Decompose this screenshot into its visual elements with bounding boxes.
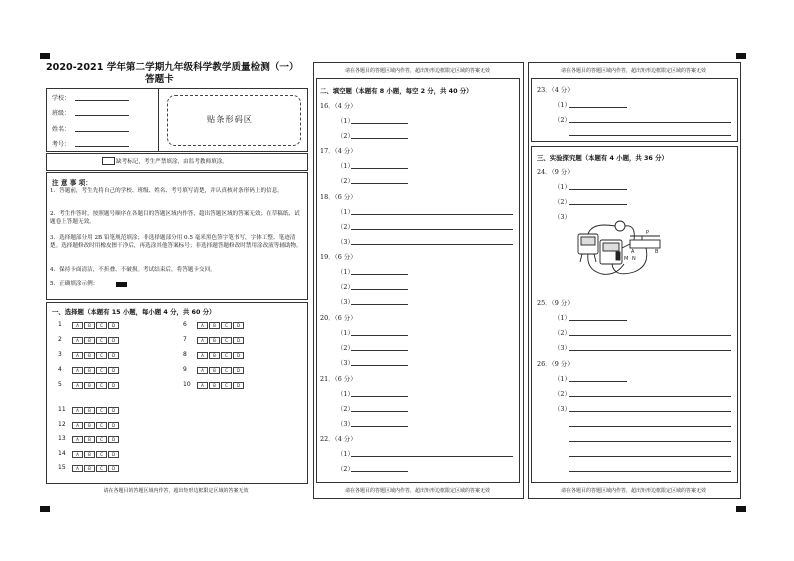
choice-bubble[interactable]: A xyxy=(72,451,83,458)
choice-bubble[interactable]: D xyxy=(108,367,119,374)
q16-blank-2[interactable] xyxy=(351,138,408,139)
choice-number: 2 xyxy=(58,336,62,343)
q20-blank-1-label: （1） xyxy=(337,329,354,337)
q24-blank-2-label: （2） xyxy=(554,198,571,206)
choice-bubble[interactable]: D xyxy=(233,337,244,344)
choice-number: 3 xyxy=(58,351,62,358)
choice-bubble[interactable]: B xyxy=(84,352,95,359)
q16-blank-1[interactable] xyxy=(351,123,408,124)
figure-label-m: M xyxy=(624,256,629,262)
q20-blank-1[interactable] xyxy=(351,335,408,336)
footer-note-left: 请在各题目的答题区域内作答，超出矩形边框限定区域的答案无效 xyxy=(103,488,249,494)
choice-bubble[interactable]: D xyxy=(108,382,119,389)
registration-mark-bottom-left xyxy=(40,506,50,512)
q26-label: 26．（9 分） xyxy=(537,360,574,368)
q22-blank-1-label: （1） xyxy=(337,450,354,458)
fill-example xyxy=(116,282,127,287)
figure-label-b: B xyxy=(655,249,659,255)
school-field[interactable] xyxy=(75,100,129,101)
choice-bubble[interactable]: C xyxy=(96,367,107,374)
choice-bubble[interactable]: B xyxy=(209,382,220,389)
q25-blank-1-label: （1） xyxy=(554,314,571,322)
experiment-heading: 三、实验探究题（本题有 4 小题，共 36 分） xyxy=(537,154,668,162)
q21-blank-1[interactable] xyxy=(351,396,408,397)
choice-bubble[interactable]: C xyxy=(96,451,107,458)
page-subtitle: 答题卡 xyxy=(145,74,174,85)
q22-blank-2-label: （2） xyxy=(337,465,354,473)
q26-blank-1[interactable] xyxy=(569,381,627,382)
q23-blank-1-label: （1） xyxy=(554,101,571,109)
choice-bubble[interactable]: B xyxy=(84,337,95,344)
choice-number: 5 xyxy=(58,381,62,388)
choice-bubble[interactable]: B xyxy=(209,322,220,329)
q21-blank-3[interactable] xyxy=(351,426,408,427)
choice-bubble[interactable]: A xyxy=(72,465,83,472)
choice-bubble[interactable]: A xyxy=(72,407,83,414)
choice-bubble[interactable]: A xyxy=(72,422,83,429)
q22-blank-1[interactable] xyxy=(351,456,513,457)
q17-label: 17．（4 分） xyxy=(320,147,357,155)
q18-label: 18．（6 分） xyxy=(320,193,357,201)
fill-heading: 二、填空题（本题有 8 小题，每空 2 分，共 40 分） xyxy=(320,87,473,95)
q26-blank-3[interactable] xyxy=(569,411,731,412)
choice-bubble[interactable]: A xyxy=(197,352,208,359)
q22-label: 22．（4 分） xyxy=(320,435,357,443)
q17-blank-2[interactable] xyxy=(351,183,408,184)
rheostat xyxy=(630,240,660,248)
choice-number: 1 xyxy=(58,321,62,328)
choice-number: 9 xyxy=(183,366,187,373)
notes-heading: 注 意 事 项： xyxy=(52,179,92,187)
note-3: 3．选择题部分用 2B 铅笔规范填涂；非选择题部分用 0.5 毫米黑色签字笔书写，字体工整、笔迹清楚。选择题修改时用橡皮擦干净后，再选涂其他答案标号；非选择题答题修改时禁用涂改液等辅助物。 xyxy=(50,235,302,249)
q21-blank-2[interactable] xyxy=(351,411,408,412)
choice-bubble[interactable]: B xyxy=(84,382,95,389)
q18-blank-1-label: （1） xyxy=(337,208,354,216)
figure-label-n: N xyxy=(632,256,636,262)
q24-blank-1-label: （1） xyxy=(554,183,571,191)
choice-bubble[interactable]: B xyxy=(84,367,95,374)
q18-blank-2[interactable] xyxy=(351,229,513,230)
choice-bubble[interactable]: A xyxy=(72,322,83,329)
note-4: 4．保持卡面清洁，不折叠、不破损。考试结束后，将答题卡交回。 xyxy=(50,267,216,273)
choice-bubble[interactable]: A xyxy=(197,337,208,344)
q24-label: 24．（9 分） xyxy=(537,168,574,176)
choice-number: 15 xyxy=(58,464,66,472)
q26-blank-3-label: （3） xyxy=(554,405,571,413)
choice-bubble[interactable]: C xyxy=(221,352,232,359)
q23-label: 23．（4 分） xyxy=(537,86,574,94)
choice-bubble[interactable]: C xyxy=(221,322,232,329)
class-label: 班级： xyxy=(52,110,71,117)
q21-blank-1-label: （1） xyxy=(337,390,354,398)
note-5: 5．正确填涂示例： xyxy=(50,281,99,287)
choice-bubble[interactable]: A xyxy=(197,382,208,389)
q18-blank-2-label: （2） xyxy=(337,223,354,231)
school-label: 学校： xyxy=(52,95,71,102)
choice-bubble[interactable]: D xyxy=(108,352,119,359)
choice-bubble[interactable]: A xyxy=(72,382,83,389)
q21-label: 21．（6 分） xyxy=(320,375,357,383)
choice-bubble[interactable]: A xyxy=(197,367,208,374)
q18-blank-3-label: （3） xyxy=(337,238,354,246)
q25-blank-3-label: （3） xyxy=(554,344,571,352)
q19-label: 19．（6 分） xyxy=(320,253,357,261)
q26-extra-line-1[interactable] xyxy=(569,426,731,427)
q24-blank-3-label: （3） xyxy=(554,213,571,221)
q18-blank-3[interactable] xyxy=(351,244,513,245)
q26-blank-2-label: （2） xyxy=(554,390,571,398)
q21-blank-3-label: （3） xyxy=(337,420,354,428)
choice-bubble[interactable]: A xyxy=(72,436,83,443)
registration-mark-bottom-right xyxy=(736,506,746,512)
exam-number-field[interactable] xyxy=(75,146,129,147)
q26-blank-2[interactable] xyxy=(569,396,731,397)
choice-bubble[interactable]: D xyxy=(108,337,119,344)
absent-note: 缺考标记，考生严禁填涂，由监考教师填涂。 xyxy=(116,159,228,165)
choice-bubble[interactable]: C xyxy=(96,337,107,344)
choice-bubble[interactable]: D xyxy=(108,465,119,472)
q26-extra-line-3[interactable] xyxy=(569,456,731,457)
header-note-middle: 请在各题目的答题区域内作答，超出矩形边框限定区域的答案无效 xyxy=(344,68,490,74)
choice-number: 12 xyxy=(58,420,66,428)
choice-bubble[interactable]: B xyxy=(84,407,95,414)
class-field[interactable] xyxy=(75,115,129,116)
choice-number: 10 xyxy=(183,381,191,388)
q25-label: 25．（9 分） xyxy=(537,299,574,307)
figure-label-a: A xyxy=(631,249,635,255)
top-meter xyxy=(615,221,625,231)
choice-bubble[interactable]: A xyxy=(72,352,83,359)
choice-bubble[interactable]: A xyxy=(72,337,83,344)
choice-number: 4 xyxy=(58,366,62,373)
page-title: 2020-2021 学年第二学期九年级科学教学质量检测（一） xyxy=(46,62,299,73)
choice-bubble[interactable]: A xyxy=(72,367,83,374)
q19-blank-3[interactable] xyxy=(351,304,408,305)
name-label: 姓名： xyxy=(52,126,71,133)
choice-bubble[interactable]: D xyxy=(233,382,244,389)
q17-blank-2-label: （2） xyxy=(337,177,354,185)
q20-blank-2[interactable] xyxy=(351,350,408,351)
choice-bubble[interactable]: C xyxy=(96,407,107,414)
q26-extra-line-2[interactable] xyxy=(569,441,731,442)
q24-blank-2[interactable] xyxy=(569,204,627,205)
footer-note-right: 请在各题目的答题区域内作答，超出矩形边框限定区域的答案无效 xyxy=(560,488,706,494)
q23-blank-2[interactable] xyxy=(569,122,731,123)
choice-bubble[interactable]: A xyxy=(197,322,208,329)
q16-blank-1-label: （1） xyxy=(337,117,354,125)
choice-bubble[interactable]: C xyxy=(96,436,107,443)
choice-bubble[interactable]: D xyxy=(108,451,119,458)
choice-bubble[interactable]: C xyxy=(96,422,107,429)
exam-number-label: 考号： xyxy=(52,141,71,148)
note-2: 2．考生作答时，按照题号顺序在各题目的答题区域内作答，超出答题区域的答案无效；在草稿纸、试题卷上答题无效。 xyxy=(50,211,300,225)
q21-blank-2-label: （2） xyxy=(337,405,354,413)
header-note-right: 请在各题目的答题区域内作答，超出矩形边框限定区域的答案无效 xyxy=(560,68,706,74)
choice-bubble[interactable]: C xyxy=(96,465,107,472)
q16-blank-2-label: （2） xyxy=(337,132,354,140)
q23-blank-2-extra[interactable] xyxy=(569,135,731,136)
q25-blank-3[interactable] xyxy=(569,350,731,351)
q18-blank-1[interactable] xyxy=(351,214,513,215)
choice-bubble[interactable]: D xyxy=(108,407,119,414)
choice-bubble[interactable]: C xyxy=(221,337,232,344)
choice-number: 11 xyxy=(58,406,66,413)
choice-number: 14 xyxy=(58,449,66,457)
q19-blank-2-label: （2） xyxy=(337,283,354,291)
q16-label: 16．（4 分） xyxy=(320,102,357,110)
q19-blank-1[interactable] xyxy=(351,274,408,275)
circuit-diagram xyxy=(572,218,664,282)
choice-bubble[interactable]: B xyxy=(209,337,220,344)
q23-blank-1[interactable] xyxy=(569,107,627,108)
q17-blank-1-label: （1） xyxy=(337,162,354,170)
note-1: 1．答题前，考生先将自己的学校、班级、姓名、考号填写清楚，并认真核对条形码上的信息。 xyxy=(50,188,283,194)
barcode-label: 贴条形码区 xyxy=(207,114,253,124)
q26-blank-1-label: （1） xyxy=(554,375,571,383)
choice-bubble[interactable]: C xyxy=(221,382,232,389)
choice-bubble[interactable]: C xyxy=(96,352,107,359)
q20-label: 20．（6 分） xyxy=(320,314,357,322)
choice-number: 6 xyxy=(183,321,187,328)
name-field[interactable] xyxy=(75,131,129,132)
choice-bubble[interactable]: D xyxy=(233,367,244,374)
choice-number: 13 xyxy=(58,435,66,443)
q20-blank-3[interactable] xyxy=(351,365,408,366)
q22-blank-2[interactable] xyxy=(351,471,408,472)
q19-blank-2[interactable] xyxy=(351,289,408,290)
q24-blank-1[interactable] xyxy=(569,189,627,190)
q25-blank-2-label: （2） xyxy=(554,329,571,337)
choice-bubble[interactable]: B xyxy=(84,465,95,472)
choice-bubble[interactable]: D xyxy=(233,352,244,359)
choice-bubble[interactable]: C xyxy=(96,382,107,389)
choice-bubble[interactable]: B xyxy=(209,352,220,359)
q26-extra-line-4[interactable] xyxy=(569,471,731,472)
info-divider xyxy=(158,88,159,151)
registration-mark-top-left xyxy=(40,53,50,59)
q25-blank-2[interactable] xyxy=(569,335,731,336)
figure-label-p: P xyxy=(646,230,650,236)
choice-bubble[interactable]: D xyxy=(108,322,119,329)
q20-blank-2-label: （2） xyxy=(337,344,354,352)
choice-bubble[interactable]: B xyxy=(209,367,220,374)
q19-blank-1-label: （1） xyxy=(337,268,354,276)
choice-bubble[interactable]: B xyxy=(84,436,95,443)
choice-bubble[interactable]: C xyxy=(96,322,107,329)
choice-bubble[interactable]: D xyxy=(108,436,119,443)
choice-bubble[interactable]: B xyxy=(84,451,95,458)
choice-bubble[interactable]: D xyxy=(233,322,244,329)
registration-mark-top-right xyxy=(736,53,746,59)
q17-blank-1[interactable] xyxy=(351,168,408,169)
q20-blank-3-label: （3） xyxy=(337,359,354,367)
choice-number: 7 xyxy=(183,336,187,343)
choice-heading: 一、选择题（本题有 15 小题，每小题 4 分，共 60 分） xyxy=(52,308,216,316)
q19-blank-3-label: （3） xyxy=(337,298,354,306)
choice-bubble[interactable]: D xyxy=(108,422,119,429)
choice-bubble[interactable]: B xyxy=(84,322,95,329)
q23-blank-2-label: （2） xyxy=(554,116,571,124)
choice-bubble[interactable]: C xyxy=(221,367,232,374)
choice-bubble[interactable]: B xyxy=(84,422,95,429)
footer-note-middle: 请在各题目的答题区域内作答，超出矩形边框限定区域的答案无效 xyxy=(344,488,490,494)
absent-checkbox[interactable] xyxy=(102,157,115,165)
q25-blank-1[interactable] xyxy=(569,320,627,321)
choice-number: 8 xyxy=(183,351,187,358)
